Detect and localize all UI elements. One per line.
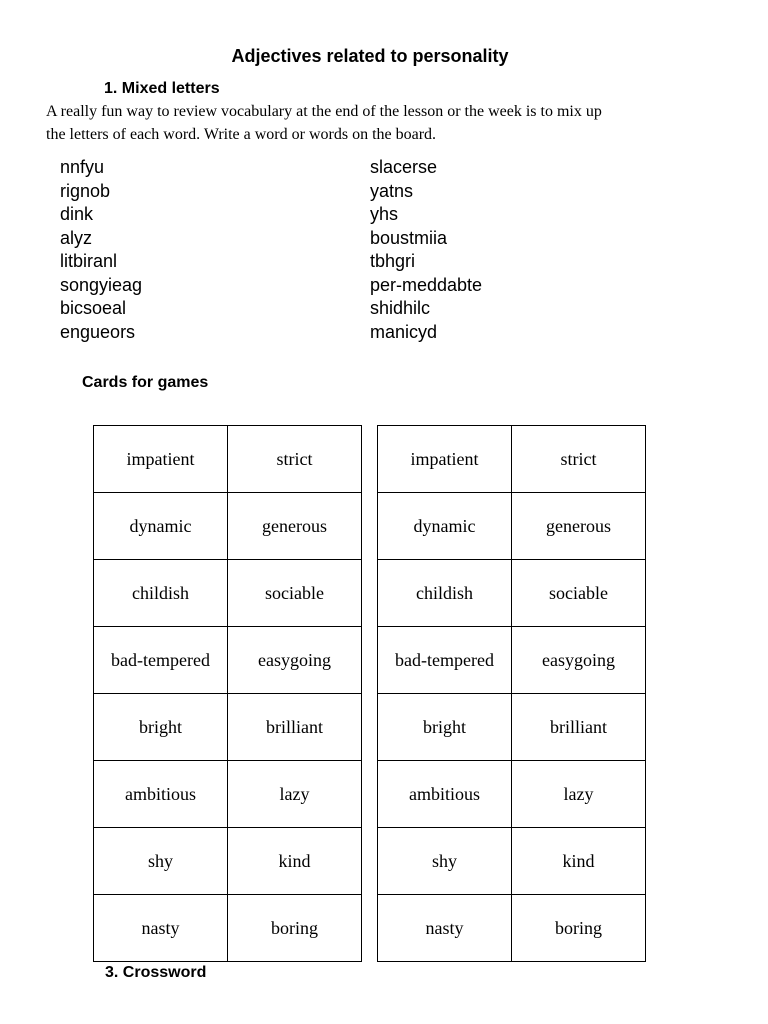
card-cell: kind [228,828,362,895]
scrambled-words-right-column [370,156,482,344]
card-cell: lazy [228,761,362,828]
card-cell: bad-tempered [378,627,512,694]
card-cell: impatient [378,426,512,493]
card-cell: shy [378,828,512,895]
scrambled-word: tbhgri [370,251,416,271]
card-cell: dynamic [94,493,228,560]
table-row [94,761,362,828]
table-row [378,828,646,895]
card-cell: shy [94,828,228,895]
card-cell: impatient [94,426,228,493]
card-cell: ambitious [94,761,228,828]
table-row [378,761,646,828]
table-row [378,560,646,627]
scrambled-word: yatns [370,180,414,201]
table-row [94,828,362,895]
card-cell: boring [228,895,362,962]
card-cell: strict [228,426,362,493]
card-cell: bright [378,694,512,761]
intro-line: the letters of each word. Write a word or words on the board. [46,126,437,143]
table-row [94,560,362,627]
table-row [94,426,362,493]
section-heading-mixed-letters: 1. Mixed letters [104,80,220,97]
card-cell: nasty [94,895,228,962]
page-title: Adjectives related to personality [231,46,509,66]
cards-heading: Cards for games [82,374,209,391]
scrambled-word: litbiranl [60,251,118,271]
card-cell: bright [94,694,228,761]
scrambled-words-left-column [60,156,142,344]
intro-paragraph [46,100,736,146]
table-row [94,627,362,694]
table-row [94,493,362,560]
scrambled-word: per-meddabte [370,274,483,295]
scrambled-word: songyieag [60,274,143,295]
table-row [378,426,646,493]
card-cell: generous [512,493,646,560]
scrambled-word: dink [60,204,94,224]
card-cell: brilliant [512,694,646,761]
card-cell: easygoing [228,627,362,694]
scrambled-word: slacerse [370,157,438,177]
card-cell: childish [378,560,512,627]
card-cell: dynamic [378,493,512,560]
card-cell: brilliant [228,694,362,761]
intro-line: A really fun way to review vocabulary at the end of the lesson or the week is to mix up [46,103,602,120]
card-cell: ambitious [378,761,512,828]
scrambled-word: alyz [60,227,93,248]
card-cell: sociable [228,560,362,627]
scrambled-word: shidhilc [370,298,431,318]
card-cell: lazy [512,761,646,828]
card-cell: nasty [378,895,512,962]
section-heading-crossword: 3. Crossword [105,964,207,981]
card-cell: childish [94,560,228,627]
card-cell: boring [512,895,646,962]
cards-table-right [377,425,646,962]
card-cell: generous [228,493,362,560]
table-row [378,895,646,962]
cards-table-left [93,425,362,962]
card-cell: strict [512,426,646,493]
scrambled-word: engueors [60,321,136,342]
scrambled-word: manicyd [370,321,438,342]
card-cell: bad-tempered [94,627,228,694]
card-cell: sociable [512,560,646,627]
scrambled-word: rignob [60,180,111,201]
scrambled-word: yhs [370,204,399,224]
table-row [378,493,646,560]
table-row [378,694,646,761]
scrambled-word: bicsoeal [60,298,127,318]
table-row [94,895,362,962]
scrambled-word: nnfyu [60,157,105,177]
card-cell: easygoing [512,627,646,694]
table-row [378,627,646,694]
scrambled-word: boustmiia [370,227,448,248]
table-row [94,694,362,761]
card-cell: kind [512,828,646,895]
